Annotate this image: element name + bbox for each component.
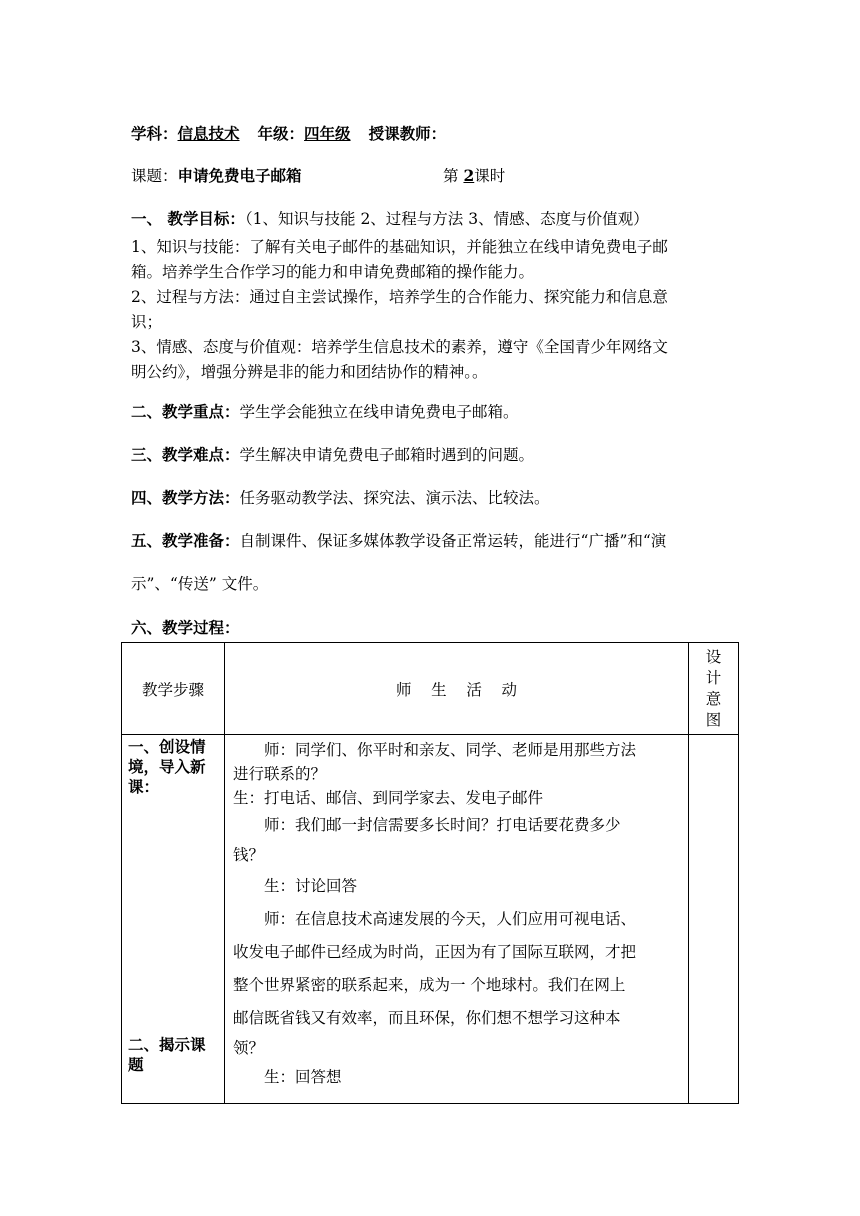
header-line xyxy=(131,123,446,145)
activity-line: 整个世界紧密的联系起来，成为一 个地球村。我们在网上 xyxy=(233,976,626,994)
sec4-line xyxy=(131,487,550,509)
col-design-header: 设 计 意 图 xyxy=(689,643,739,735)
sec2-line xyxy=(131,401,519,423)
activity-line: 钱？ xyxy=(233,846,265,864)
design-cell xyxy=(689,735,739,1104)
goal1-line-a: 1、知识与技能：了解有关电子邮件的基础知识，并能独立在线申请免费电子邮 xyxy=(131,238,668,256)
activity-line: 生：回答想 xyxy=(264,1068,342,1086)
teacher-label: 授课教师： xyxy=(368,124,447,143)
period-number: 2 xyxy=(463,166,475,185)
sec2-text: 学生学会能独立在线申请免费电子邮箱。 xyxy=(239,403,519,421)
sec3-line xyxy=(131,444,534,466)
topic-label: 课题： xyxy=(131,167,178,185)
activity-cell xyxy=(225,735,689,1104)
activity-line: 领？ xyxy=(233,1039,265,1057)
activity-line: 邮信既省钱又有效率，而且环保，你们想不想学习这种本 xyxy=(233,1009,621,1027)
goal3-line-b: 明公约》，增强分辨是非的能力和团结协作的精神。。 xyxy=(131,363,488,381)
table-header-row xyxy=(122,643,739,735)
sec1-heading: 一、 教学目标： xyxy=(131,209,245,228)
col-steps-header: 教学步骤 xyxy=(122,643,225,735)
period-line: 第 2课时 xyxy=(443,166,506,185)
sec5-text-a: 自制课件、保证多媒体教学设备正常运转，能进行“广播”和“演 xyxy=(239,532,667,550)
sec4-heading: 四、教学方法： xyxy=(131,488,240,507)
sec6-line xyxy=(131,617,240,639)
sec2-heading: 二、教学重点： xyxy=(131,402,240,421)
step1-label: 一、创设情 境，导入新 课： xyxy=(128,737,206,796)
steps-cell xyxy=(122,735,225,1104)
step2-label: 二、揭示课 题 xyxy=(128,1035,206,1074)
goal3-line-a: 3、情感、态度与价值观：培养学生信息技术的素养，遵守《全国青少年网络文 xyxy=(131,338,668,356)
goal1-line-b: 箱。培养学生合作学习的能力和申请免费邮箱的操作能力。 xyxy=(131,263,535,281)
grade-label: 年级： xyxy=(257,124,305,143)
activity-line: 师：我们邮一封信需要多长时间？打电话要花费多少 xyxy=(264,816,621,834)
sec5-heading: 五、教学准备： xyxy=(131,531,240,550)
activity-line: 生：讨论回答 xyxy=(264,877,358,895)
sec5-line-b: 示”、“传送” 文件。 xyxy=(131,575,269,593)
activity-line: 进行联系的？ xyxy=(233,765,327,783)
activity-line: 师：同学们、你平时和亲友、同学、老师是用那些方法 xyxy=(264,741,637,759)
col-activity-header: 师 生 活 动 xyxy=(225,643,689,735)
sec6-heading: 六、教学过程： xyxy=(131,618,240,637)
process-table xyxy=(121,642,739,1104)
table-row xyxy=(122,735,739,1104)
sec3-heading: 三、教学难点： xyxy=(131,445,240,464)
sec5-line-a xyxy=(131,530,666,552)
sec3-text: 学生解决申请免费电子邮箱时遇到的问题。 xyxy=(239,446,535,464)
sec1-subtitle: （1、知识与技能 2、过程与方法 3、情感、态度与价值观） xyxy=(244,210,649,228)
subject-value: 信息技术 xyxy=(177,124,240,143)
activity-line: 生：打电话、邮信、到同学家去、发电子邮件 xyxy=(233,789,544,807)
goal2-line-a: 2、过程与方法：通过自主尝试操作，培养学生的合作能力、探究能力和信息意 xyxy=(131,288,668,306)
topic-title: 申请免费电子邮箱 xyxy=(177,166,302,185)
subject-label: 学科： xyxy=(131,124,178,143)
topic-line xyxy=(131,165,302,187)
activity-line: 师：在信息技术高速发展的今天，人们应用可视电话、 xyxy=(264,910,637,928)
sec1-heading-line xyxy=(131,208,649,230)
goal2-line-b: 识； xyxy=(131,313,163,331)
sec4-text: 任务驱动教学法、探究法、演示法、比较法。 xyxy=(239,489,550,507)
activity-line: 收发电子邮件已经成为时尚，正因为有了国际互联网，才把 xyxy=(233,943,637,961)
grade-value: 四年级 xyxy=(304,124,351,143)
